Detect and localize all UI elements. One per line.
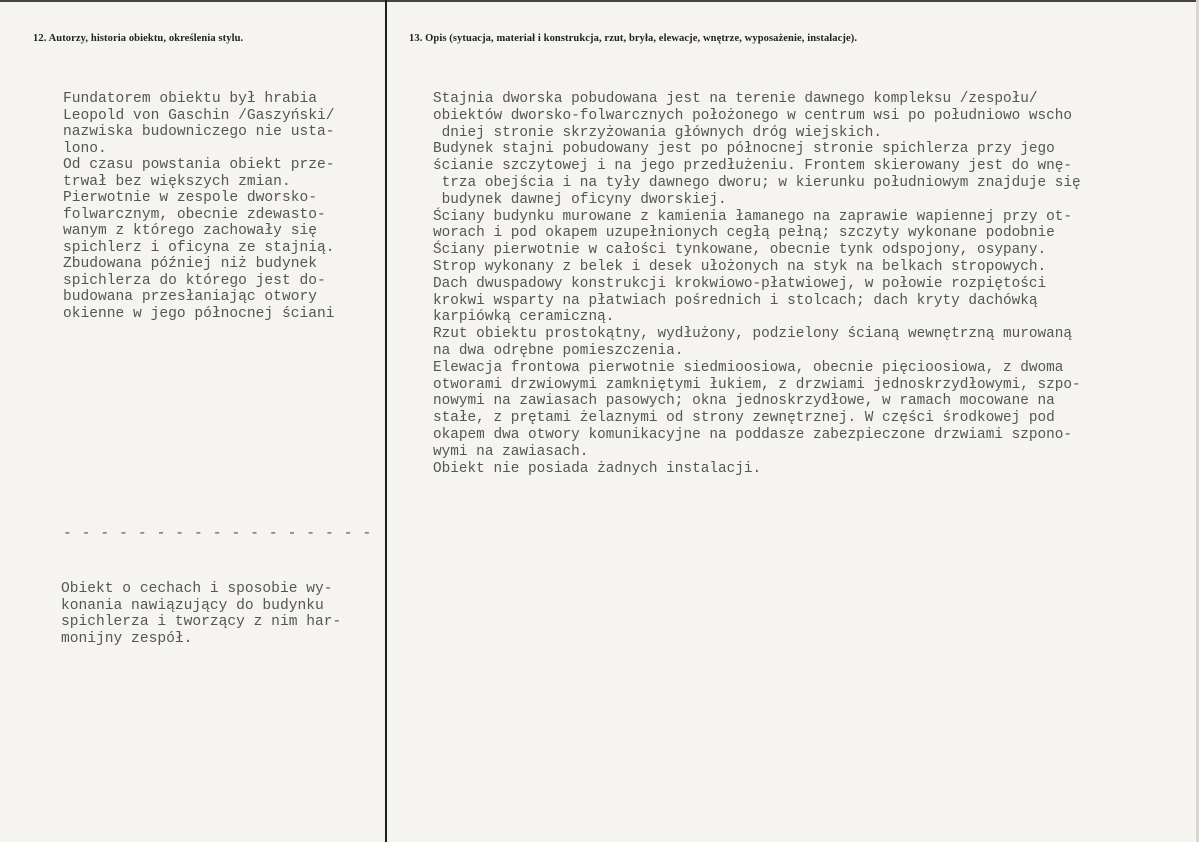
history-text: Fundatorem obiektu był hrabia Leopold von Gaschin /Gaszyński/ nazwiska budowniczego nie usta- lono. Od czasu powstania obiekt prze- trwał bez większych zmian. Pierwotnie w zespole dworsko- folwarcznym, obecnie zdewasto- wanym z którego zachowały się spichlerz i oficyna ze stajnią. Zbudowana później niż budynek spichlerza do którego jest do- budowana przesłaniając otwory okienne w jego północnej ściani [63,91,335,322]
top-rule [0,0,1199,2]
column-divider [385,0,387,842]
dashed-separator: - - - - - - - - - - - - - - - - - [63,526,372,542]
style-text: Obiekt o cechach i sposobie wy- konania nawiązujący do budynku spichlerza i tworzący z nim har- monijny zespół. [61,581,342,647]
section-13-heading: 13. Opis (sytuacja, materiał i konstrukcja, rzut, bryła, elewacje, wnętrze, wyposażenie, instalacje). [409,33,858,44]
section-12-heading: 12. Autorzy, historia obiektu, określenia stylu. [33,33,244,44]
description-text: Stajnia dworska pobudowana jest na terenie dawnego kompleksu /zespołu/ obiektów dworsko-folwarcznych położonego w centrum wsi po południowo wscho dniej stronie skrzyżowania głównych dróg wiejskich. Budynek stajni pobudowany jest po północnej stronie spichlerza przy jego ścianie szczytowej i na jego przedłużeniu. Frontem skierowany jest do wnę- trza obejścia i na tyły dawnego dworu; w kierunku południowym znajduje się budynek dawnej oficyny dworskiej. Ściany budynku murowane z kamienia łamanego na zaprawie wapiennej przy ot- worach i pod okapem uzupełnionych cegłą pełną; szczyty wykonane podobnie Ściany pierwotnie w całości tynkowane, obecnie tynk odspojony, osypany. Strop wykonany z belek i desek ułożonych na styk na belkach stropowych. Dach dwuspadowy konstrukcji krokwiowo-płatwiowej, w połowie rozpiętości krokwi wsparty na płatwiach pośrednich i stolcach; dach kryty dachówką karpiówką ceramiczną. Rzut obiektu prostokątny, wydłużony, podzielony ścianą wewnętrzną murowaną na dwa odrębne pomieszczenia. Elewacja frontowa pierwotnie siedmioosiowa, obecnie pięcioosiowa, z dwoma otworami drzwiowymi zamkniętymi łukiem, z drzwiami jednoskrzydłowymi, szpo- nowymi na zawiasach pasowych; okna jednoskrzydłowe, w ramach mocowane na stałe, z prętami żelaznymi od strony zewnętrznej. W części środkowej pod okapem dwa otwory komunikacyjne na poddasze zabezpieczone drzwiami szpono- wymi na zawiasach. Obiekt nie posiada żadnych instalacji. [433,91,1081,477]
